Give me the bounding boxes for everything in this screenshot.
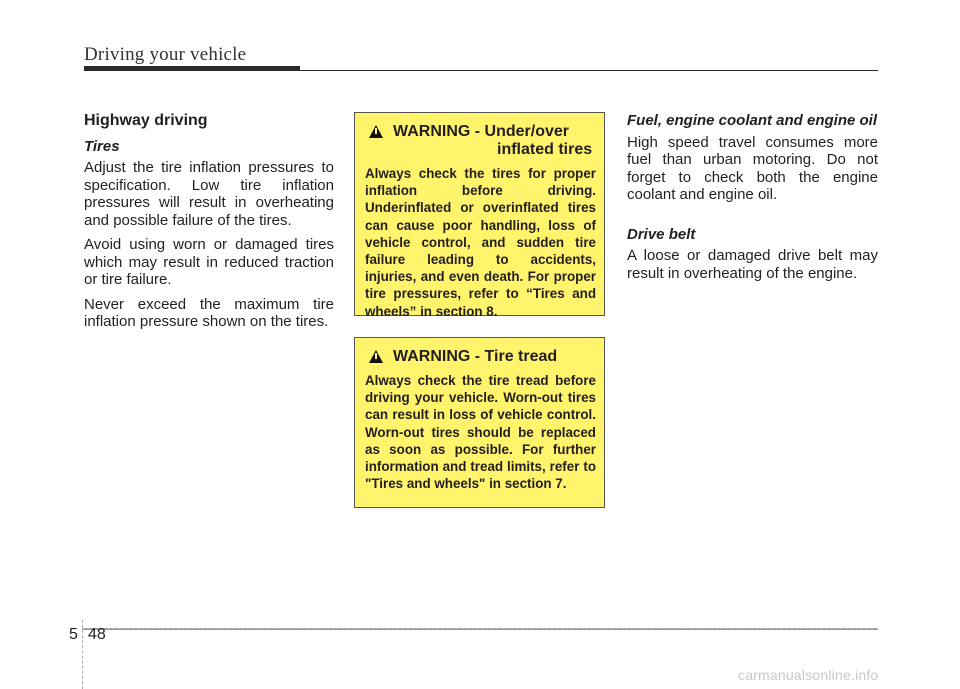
- watermark: carmanualsonline.info: [738, 667, 879, 683]
- warning-title: - Tire tread: [474, 348, 558, 365]
- left-column: [84, 112, 334, 338]
- footer-vertical-rule: [82, 620, 84, 689]
- page-number: 48: [88, 626, 106, 643]
- section-heading: Highway driving: [84, 112, 208, 129]
- warning-title-line2: inflated tires: [497, 141, 593, 158]
- footer-rule: [82, 628, 878, 630]
- subheading-tires: Tires: [84, 137, 120, 155]
- subheading-drive-belt: Drive belt: [627, 225, 696, 243]
- warning-triangle-icon: [369, 125, 383, 138]
- warning-heading: [365, 348, 596, 366]
- section-number: 5: [69, 626, 78, 643]
- warning-body: Always check the tire tread before driving your vehicle. Worn-out tires can result in loss of vehicle control. Worn-out tires should be replaced as soon as possible. For further information and tread limits, refer to "Tires and wheels" in section 7.: [365, 373, 596, 492]
- right-column: [627, 112, 878, 289]
- warning-title: - Under/over: [474, 123, 570, 140]
- subheading-fuel: Fuel, engine coolant and engine oil: [627, 112, 878, 129]
- warning-label: WARNING: [393, 123, 471, 140]
- warning-box-tread: [354, 337, 605, 508]
- header-rule: [300, 70, 878, 71]
- warning-heading: [365, 123, 596, 159]
- page-header-title: Driving your vehicle: [84, 44, 247, 65]
- paragraph: Never exceed the maximum tire inflation pressure shown on the tires.: [84, 295, 334, 330]
- warning-triangle-icon: [369, 350, 383, 363]
- warning-box-inflation: [354, 112, 605, 319]
- paragraph: High speed travel consumes more fuel than urban motoring. Do not forget to check both the engine coolant and engine oil.: [627, 133, 878, 203]
- paragraph: Adjust the tire inflation pressures to specification. Low tire inflation pressures will result in overheating and possible failure of the tires.: [84, 159, 334, 229]
- paragraph: A loose or damaged drive belt may result in overheating of the engine.: [627, 247, 878, 282]
- warning-label: WARNING: [393, 348, 471, 365]
- warning-body: Always check the tires for proper inflation before driving. Underinflated or overinflated tires can cause poor handling, loss of vehicle control, and sudden tire failure leading to accidents, injuries, and even death. For proper tire pressures, refer to “Tires and wheels” in section 8.: [365, 166, 596, 319]
- header-bar: [84, 66, 300, 71]
- paragraph: Avoid using worn or damaged tires which may result in reduced traction or tire failure.: [84, 236, 334, 288]
